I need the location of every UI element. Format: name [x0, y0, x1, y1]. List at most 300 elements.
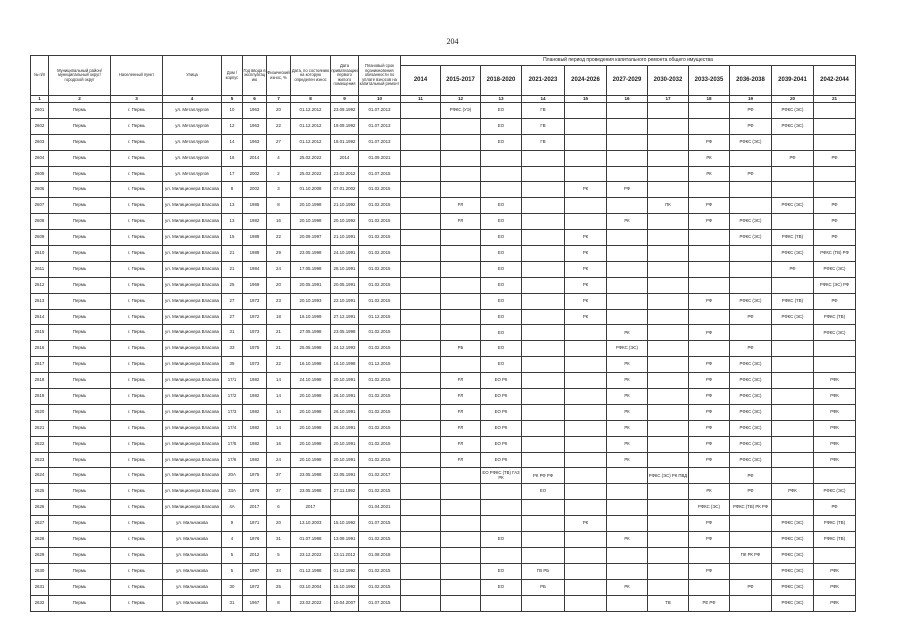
cell-privatization-date: 18.01.1992 [331, 134, 359, 150]
cell-municipality: Пермь [49, 309, 111, 325]
cell-period-2042-2044 [814, 166, 856, 182]
cell-period-2024-2026: РК [565, 277, 607, 293]
cell-period-2014 [401, 182, 441, 198]
cell-period-2021-2023 [522, 500, 565, 516]
cell-period-2024-2026 [565, 198, 607, 214]
cell-privatization-date: 27.11.1992 [331, 484, 359, 500]
cell-wear-percent: 8 [267, 198, 291, 214]
cell-num: 2607 [31, 198, 49, 214]
cell-municipality: Пермь [49, 357, 111, 373]
cell-house: 25 [222, 277, 243, 293]
cell-wear-percent: 29 [267, 246, 291, 262]
cell-period-2027-2029 [607, 118, 648, 134]
cell-period-2030-2032 [648, 325, 689, 341]
cell-wear-percent: 37 [267, 484, 291, 500]
cell-period-2042-2044: РФ [814, 214, 856, 230]
cell-period-2033-2035: РФ [689, 373, 730, 389]
header-contribution-date: Плановый срок возникновения обязанности по уплате взносов на капитальный ремонт [359, 56, 401, 96]
cell-street: ул. Милиционера Власова [163, 182, 222, 198]
cell-period-2039-2041: РФКС (ТВ) [772, 230, 814, 246]
cell-period-2021-2023 [522, 166, 565, 182]
cell-year-built: 1985 [243, 198, 267, 214]
cell-house: 17/6 [222, 452, 243, 468]
cell-house: 27 [222, 293, 243, 309]
cell-year-built: 1982 [243, 389, 267, 405]
cell-period-2036-2038: РФКС (ЭС) [730, 452, 772, 468]
cell-year-built: 1963 [243, 103, 267, 119]
cell-locality: г. Пермь [111, 373, 163, 389]
cell-locality: г. Пермь [111, 166, 163, 182]
column-number-2: 2 [49, 96, 111, 103]
cell-wear-percent: 24 [267, 452, 291, 468]
cell-year-built: 1989 [243, 230, 267, 246]
cell-period-2027-2029 [607, 230, 648, 246]
cell-municipality: Пермь [49, 261, 111, 277]
column-number-11: 11 [401, 96, 441, 103]
cell-period-2042-2044: РФК [814, 452, 856, 468]
cell-period-2015-2017: РЛ [441, 214, 481, 230]
cell-num: 2603 [31, 134, 49, 150]
cell-period-2042-2044: РФ [814, 293, 856, 309]
cell-period-2024-2026 [565, 532, 607, 548]
cell-period-2042-2044: РФК [814, 404, 856, 420]
column-number-21: 21 [814, 96, 856, 103]
cell-period-2027-2029 [607, 484, 648, 500]
cell-period-2042-2044: РФК [814, 595, 856, 611]
cell-locality: г. Пермь [111, 103, 163, 119]
cell-period-2024-2026 [565, 547, 607, 563]
cell-year-built: 2014 [243, 150, 267, 166]
cell-period-2042-2044 [814, 118, 856, 134]
cell-period-2015-2017: РЛ [441, 404, 481, 420]
cell-period-2021-2023 [522, 516, 565, 532]
cell-num: 2602 [31, 118, 49, 134]
cell-year-built: 1982 [243, 420, 267, 436]
cell-house: 5 [222, 563, 243, 579]
cell-wear-percent: 16 [267, 436, 291, 452]
table-row [31, 277, 856, 293]
cell-street: ул. Мильчакова [163, 563, 222, 579]
cell-period-2015-2017 [441, 309, 481, 325]
cell-municipality: Пермь [49, 325, 111, 341]
cell-period-2018-2020 [481, 182, 522, 198]
cell-wear-percent: 23 [267, 293, 291, 309]
table-row [31, 373, 856, 389]
cell-period-2015-2017 [441, 293, 481, 309]
header-period-2021-2023: 2021-2023 [522, 66, 565, 96]
table-body [31, 103, 856, 612]
cell-period-2021-2023: ГВ [522, 118, 565, 134]
cell-period-2015-2017 [441, 134, 481, 150]
cell-house: 4А [222, 500, 243, 516]
cell-street: ул. Милиционера Власова [163, 198, 222, 214]
cell-period-2018-2020: ЕО [481, 198, 522, 214]
cell-year-built: 1982 [243, 214, 267, 230]
cell-contribution-date: 01.02.2015 [359, 452, 401, 468]
header-period-2018-2020: 2018-2020 [481, 66, 522, 96]
cell-wear-percent: 20 [267, 103, 291, 119]
cell-period-2018-2020: ЕО [481, 563, 522, 579]
cell-period-2039-2041 [772, 373, 814, 389]
cell-period-2042-2044: РФК [814, 373, 856, 389]
cell-municipality: Пермь [49, 468, 111, 484]
cell-period-2030-2032 [648, 246, 689, 262]
cell-period-2027-2029 [607, 150, 648, 166]
cell-contribution-date: 01.07.2013 [359, 103, 401, 119]
cell-period-2024-2026 [565, 118, 607, 134]
cell-period-2014 [401, 293, 441, 309]
cell-year-built: 1967 [243, 595, 267, 611]
cell-period-2014 [401, 341, 441, 357]
column-number-15: 15 [565, 96, 607, 103]
table-row [31, 547, 856, 563]
cell-wear-percent: 14 [267, 389, 291, 405]
table-row [31, 134, 856, 150]
cell-period-2014 [401, 246, 441, 262]
cell-locality: г. Пермь [111, 404, 163, 420]
cell-wear-percent: 21 [267, 325, 291, 341]
cell-period-2033-2035: РЕ РФ [689, 595, 730, 611]
cell-street: ул. Милиционера Власова [163, 309, 222, 325]
cell-locality: г. Пермь [111, 277, 163, 293]
cell-num: 2632 [31, 595, 49, 611]
cell-period-2030-2032 [648, 547, 689, 563]
cell-privatization-date: 26.10.1991 [331, 420, 359, 436]
table-row [31, 309, 856, 325]
cell-contribution-date: 01.07.2015 [359, 595, 401, 611]
cell-period-2027-2029 [607, 103, 648, 119]
cell-year-built: 1989 [243, 246, 267, 262]
cell-wear-percent: 16 [267, 214, 291, 230]
cell-house: 16 [222, 150, 243, 166]
cell-period-2042-2044: РФК [814, 436, 856, 452]
cell-period-2024-2026 [565, 134, 607, 150]
cell-period-2021-2023 [522, 214, 565, 230]
cell-period-2024-2026: РК [565, 516, 607, 532]
cell-num: 2617 [31, 357, 49, 373]
cell-street: ул. Милиционера Власова [163, 420, 222, 436]
cell-period-2024-2026 [565, 166, 607, 182]
cell-municipality: Пермь [49, 436, 111, 452]
cell-period-2014 [401, 389, 441, 405]
cell-period-2018-2020: ЕО [481, 325, 522, 341]
cell-period-2036-2038: РФКС (ЭС) [730, 436, 772, 452]
cell-period-2024-2026 [565, 484, 607, 500]
cell-period-2033-2035: РК [689, 484, 730, 500]
cell-contribution-date: 01.02.2015 [359, 182, 401, 198]
column-number-10: 10 [359, 96, 401, 103]
cell-municipality: Пермь [49, 579, 111, 595]
cell-period-2030-2032 [648, 309, 689, 325]
cell-contribution-date: 01.02.2015 [359, 484, 401, 500]
cell-locality: г. Пермь [111, 341, 163, 357]
cell-period-2030-2032 [648, 150, 689, 166]
cell-period-2014 [401, 373, 441, 389]
cell-period-2024-2026: РК [565, 230, 607, 246]
cell-year-built: 1982 [243, 452, 267, 468]
cell-year-built: 1963 [243, 118, 267, 134]
cell-street: ул. Металлургов [163, 103, 222, 119]
header-row [31, 56, 856, 66]
cell-period-2015-2017: РЛ [441, 452, 481, 468]
cell-period-2018-2020: ЕО РК [481, 452, 522, 468]
cell-period-2030-2032 [648, 436, 689, 452]
cell-wear-date: 01.10.2008 [291, 182, 331, 198]
cell-privatization-date: 28.10.1991 [331, 261, 359, 277]
cell-period-2027-2029: РК [607, 373, 648, 389]
cell-wear-percent: 6 [267, 500, 291, 516]
cell-contribution-date: 01.12.2015 [359, 309, 401, 325]
cell-wear-date: 24.10.1998 [291, 373, 331, 389]
cell-period-2030-2032 [648, 277, 689, 293]
cell-period-2042-2044: РФК [814, 563, 856, 579]
cell-year-built: 2002 [243, 182, 267, 198]
cell-wear-percent: 5 [267, 547, 291, 563]
cell-period-2018-2020: ЕО РК [481, 389, 522, 405]
cell-municipality: Пермь [49, 563, 111, 579]
cell-period-2021-2023 [522, 293, 565, 309]
cell-municipality: Пермь [49, 118, 111, 134]
cell-period-2036-2038 [730, 595, 772, 611]
cell-period-2018-2020: ЕО [481, 532, 522, 548]
cell-contribution-date: 01.02.2015 [359, 532, 401, 548]
cell-year-built: 1984 [243, 261, 267, 277]
column-number-16: 16 [607, 96, 648, 103]
cell-period-2033-2035: РФ [689, 532, 730, 548]
cell-period-2027-2029 [607, 261, 648, 277]
cell-period-2024-2026: РК [565, 261, 607, 277]
cell-period-2014 [401, 547, 441, 563]
cell-period-2015-2017: РЛ [441, 373, 481, 389]
cell-period-2024-2026 [565, 404, 607, 420]
cell-house: 33А [222, 484, 243, 500]
cell-period-2039-2041 [772, 325, 814, 341]
cell-house: 12 [222, 118, 243, 134]
cell-privatization-date: 21.10.1991 [331, 230, 359, 246]
cell-period-2021-2023 [522, 150, 565, 166]
cell-period-2036-2038: РФ [730, 484, 772, 500]
cell-locality: г. Пермь [111, 420, 163, 436]
cell-wear-percent: 34 [267, 563, 291, 579]
cell-contribution-date: 01.02.2015 [359, 579, 401, 595]
cell-period-2021-2023 [522, 325, 565, 341]
cell-street: ул. Металлургов [163, 134, 222, 150]
cell-num: 2615 [31, 325, 49, 341]
cell-contribution-date: 01.02.2015 [359, 277, 401, 293]
cell-period-2033-2035: РФ [689, 357, 730, 373]
cell-period-2039-2041: РФКС (ЭС) [772, 547, 814, 563]
cell-municipality: Пермь [49, 230, 111, 246]
cell-municipality: Пермь [49, 277, 111, 293]
cell-period-2024-2026 [565, 420, 607, 436]
cell-period-2015-2017: РЛ [441, 198, 481, 214]
table-row [31, 214, 856, 230]
cell-period-2042-2044: РФКС (ЭС) [814, 261, 856, 277]
cell-year-built: 1975 [243, 468, 267, 484]
cell-wear-date: 23.05.1998 [291, 468, 331, 484]
cell-contribution-date: 01.07.2013 [359, 134, 401, 150]
cell-privatization-date: 15.10.1992 [331, 516, 359, 532]
cell-period-2015-2017 [441, 166, 481, 182]
cell-period-2018-2020 [481, 547, 522, 563]
column-numbers-row [31, 96, 856, 103]
cell-num: 2630 [31, 563, 49, 579]
cell-period-2033-2035: РФ [689, 563, 730, 579]
cell-street: ул. Металлургов [163, 166, 222, 182]
cell-period-2015-2017 [441, 325, 481, 341]
header-period-2030-2032: 2030-2032 [648, 66, 689, 96]
cell-period-2030-2032: ТВ [648, 595, 689, 611]
cell-locality: г. Пермь [111, 198, 163, 214]
cell-wear-percent: 2 [267, 166, 291, 182]
cell-municipality: Пермь [49, 182, 111, 198]
cell-house: 20А [222, 468, 243, 484]
cell-period-2039-2041: РФКС (ЭС) [772, 532, 814, 548]
header-period-group: Плановый период проведения капитального ремонта общего имущества [401, 56, 856, 66]
cell-period-2033-2035: РФ [689, 214, 730, 230]
cell-period-2033-2035: РФКС (ЭС) [689, 500, 730, 516]
cell-period-2018-2020: ЕО РК [481, 373, 522, 389]
cell-period-2030-2032 [648, 516, 689, 532]
header-period-2033-2035: 2033-2035 [689, 66, 730, 96]
cell-period-2030-2032 [648, 261, 689, 277]
cell-period-2030-2032 [648, 230, 689, 246]
cell-locality: г. Пермь [111, 134, 163, 150]
cell-privatization-date: 23.05.1998 [331, 325, 359, 341]
cell-year-built: 1969 [243, 277, 267, 293]
cell-period-2033-2035: РФ [689, 389, 730, 405]
cell-contribution-date: 01.02.2015 [359, 325, 401, 341]
cell-period-2024-2026 [565, 325, 607, 341]
cell-house: 33 [222, 341, 243, 357]
cell-street: ул. Милиционера Власова [163, 293, 222, 309]
table-row [31, 595, 856, 611]
cell-street: ул. Милиционера Власова [163, 246, 222, 262]
cell-municipality: Пермь [49, 341, 111, 357]
cell-period-2024-2026 [565, 595, 607, 611]
cell-period-2018-2020: ЕО [481, 230, 522, 246]
cell-period-2027-2029: РК [607, 357, 648, 373]
cell-period-2042-2044: РФКС (ЭС) РФ [814, 277, 856, 293]
cell-period-2036-2038: РФ [730, 103, 772, 119]
cell-period-2015-2017 [441, 484, 481, 500]
cell-period-2015-2017 [441, 230, 481, 246]
table-row [31, 198, 856, 214]
cell-street: ул. Милиционера Власова [163, 436, 222, 452]
cell-period-2018-2020: ЕО [481, 103, 522, 119]
cell-wear-date: 23.02.2022 [291, 595, 331, 611]
cell-locality: г. Пермь [111, 182, 163, 198]
cell-wear-percent: 22 [267, 357, 291, 373]
header-period-2039-2041: 2039-2041 [772, 66, 814, 96]
table-row [31, 166, 856, 182]
cell-period-2039-2041 [772, 436, 814, 452]
cell-period-2021-2023: РБ [522, 579, 565, 595]
cell-period-2039-2041 [772, 166, 814, 182]
cell-period-2027-2029 [607, 134, 648, 150]
cell-period-2027-2029 [607, 516, 648, 532]
cell-period-2014 [401, 118, 441, 134]
cell-period-2039-2041: РФКС (ТВ) [772, 293, 814, 309]
cell-street: ул. Милиционера Власова [163, 500, 222, 516]
cell-period-2030-2032 [648, 404, 689, 420]
table-row [31, 579, 856, 595]
cell-wear-percent: 27 [267, 134, 291, 150]
cell-period-2027-2029: РК [607, 436, 648, 452]
cell-num: 2626 [31, 500, 49, 516]
cell-period-2033-2035 [689, 547, 730, 563]
cell-period-2030-2032: РФКС (ЭС) РК ПВД [648, 468, 689, 484]
cell-wear-date: 20.10.1998 [291, 389, 331, 405]
cell-street: ул. Милиционера Власова [163, 452, 222, 468]
cell-year-built: 1963 [243, 134, 267, 150]
cell-year-built: 1982 [243, 404, 267, 420]
cell-contribution-date: 01.02.2017 [359, 468, 401, 484]
cell-period-2039-2041 [772, 134, 814, 150]
cell-period-2030-2032 [648, 357, 689, 373]
cell-period-2039-2041: РФКС (ЭС) [772, 516, 814, 532]
cell-period-2036-2038: РФКС (ЭС) [730, 230, 772, 246]
column-number-18: 18 [689, 96, 730, 103]
cell-contribution-date: 01.02.2015 [359, 198, 401, 214]
cell-period-2030-2032 [648, 182, 689, 198]
cell-period-2024-2026 [565, 579, 607, 595]
table-row [31, 246, 856, 262]
cell-municipality: Пермь [49, 547, 111, 563]
cell-contribution-date: 01.02.2015 [359, 261, 401, 277]
cell-period-2021-2023 [522, 246, 565, 262]
cell-period-2021-2023 [522, 532, 565, 548]
cell-period-2014 [401, 484, 441, 500]
cell-privatization-date: 13.09.1991 [331, 532, 359, 548]
cell-period-2033-2035 [689, 182, 730, 198]
cell-period-2042-2044: РФ [814, 230, 856, 246]
cell-locality: г. Пермь [111, 150, 163, 166]
cell-street: ул. Милиционера Власова [163, 357, 222, 373]
cell-contribution-date: 01.09.2021 [359, 150, 401, 166]
cell-wear-date: 13.10.2003 [291, 516, 331, 532]
cell-period-2033-2035: РФ [689, 325, 730, 341]
cell-wear-date: 20.10.1998 [291, 420, 331, 436]
cell-privatization-date: 23.02.2012 [331, 166, 359, 182]
cell-period-2042-2044 [814, 134, 856, 150]
cell-period-2015-2017 [441, 516, 481, 532]
cell-period-2021-2023 [522, 198, 565, 214]
cell-period-2021-2023 [522, 389, 565, 405]
cell-period-2030-2032 [648, 293, 689, 309]
cell-period-2014 [401, 325, 441, 341]
table-row [31, 500, 856, 516]
cell-year-built: 2017 [243, 500, 267, 516]
cell-period-2039-2041 [772, 468, 814, 484]
cell-period-2014 [401, 563, 441, 579]
cell-privatization-date: 20.10.1991 [331, 452, 359, 468]
cell-wear-date: 20.09.1997 [291, 230, 331, 246]
cell-period-2015-2017 [441, 547, 481, 563]
cell-house: 27 [222, 309, 243, 325]
cell-period-2021-2023 [522, 277, 565, 293]
cell-wear-percent: 31 [267, 532, 291, 548]
cell-period-2030-2032 [648, 166, 689, 182]
cell-street: ул. Мильчакова [163, 579, 222, 595]
table-row [31, 404, 856, 420]
cell-period-2018-2020: ЕО [481, 246, 522, 262]
cell-period-2027-2029 [607, 595, 648, 611]
cell-year-built: 1973 [243, 293, 267, 309]
column-number-14: 14 [522, 96, 565, 103]
table-row [31, 325, 856, 341]
cell-period-2018-2020: ЕО [481, 357, 522, 373]
